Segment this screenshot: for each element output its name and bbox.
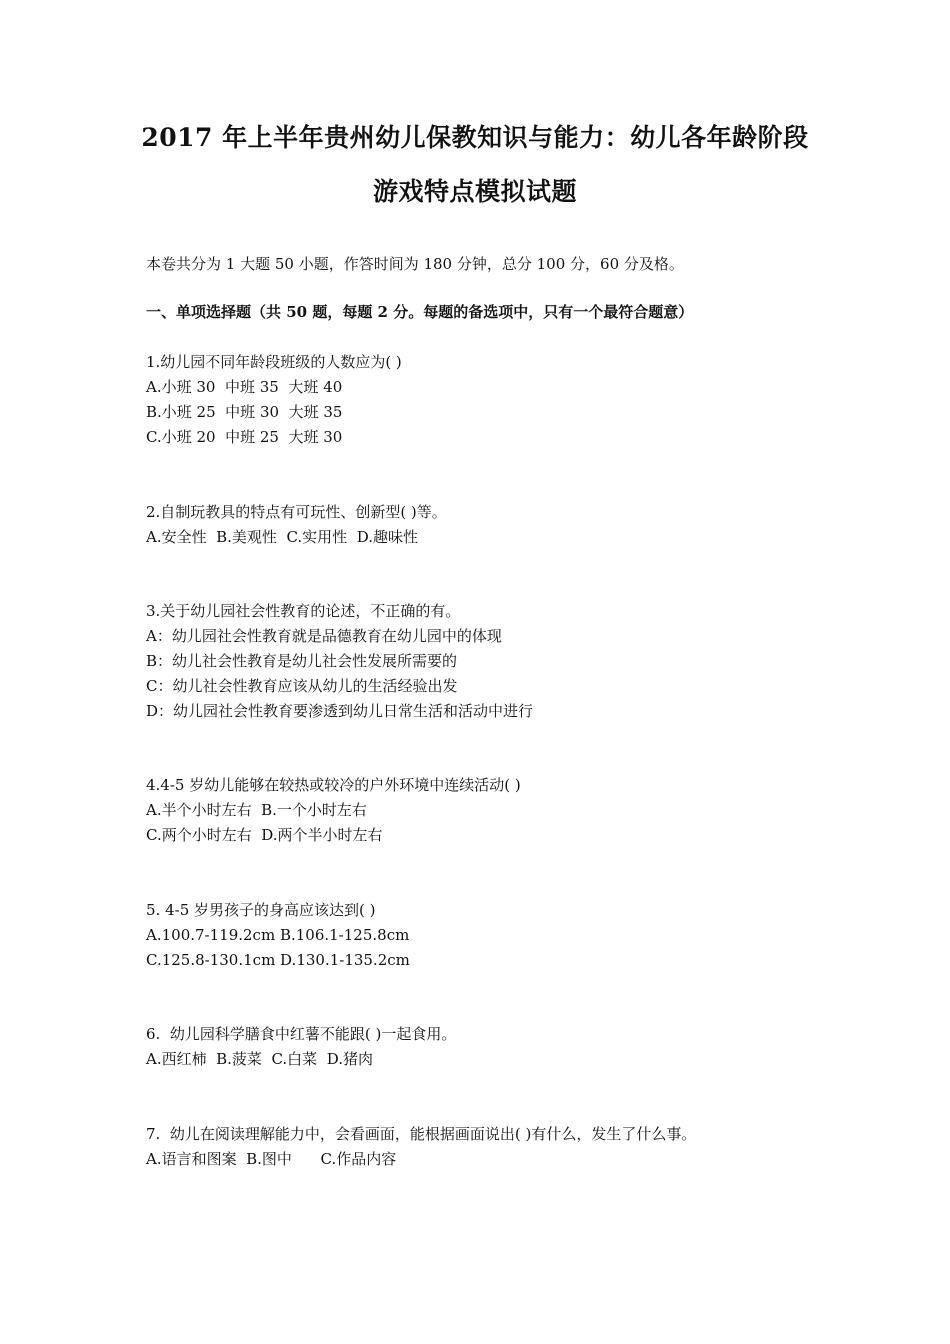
question-3-option-b: B：幼儿社会性教育是幼儿社会性发展所需要的 bbox=[146, 652, 458, 670]
question-1-option-b: B.小班 25 中班 30 大班 35 bbox=[146, 403, 343, 421]
question-5-options-cd: C.125.8-130.1cm D.130.1-135.2cm bbox=[146, 951, 410, 969]
document-title-line-1: 2017 年上半年贵州幼儿保教知识与能力：幼儿各年龄阶段 bbox=[141, 123, 809, 152]
question-6-options: A.西红柿 B.菠菜 C.白菜 D.猪肉 bbox=[146, 1050, 373, 1068]
question-1-option-c: C.小班 20 中班 25 大班 30 bbox=[146, 428, 343, 446]
question-3-option-d: D：幼儿园社会性教育要渗透到幼儿日常生活和活动中进行 bbox=[146, 702, 534, 720]
question-6-stem: 6. 幼儿园科学膳食中红薯不能跟( )一起食用。 bbox=[146, 1025, 457, 1043]
question-1-stem: 1.幼儿园不同年龄段班级的人数应为( ) bbox=[146, 353, 402, 371]
question-2-options: A.安全性 B.美观性 C.实用性 D.趣味性 bbox=[146, 528, 418, 546]
exam-intro: 本卷共分为 1 大题 50 小题，作答时间为 180 分钟，总分 100 分，60 分及格。 bbox=[146, 255, 684, 273]
document-title-line-2: 游戏特点模拟试题 bbox=[372, 177, 577, 206]
question-4-options-cd: C.两个小时左右 D.两个半小时左右 bbox=[146, 826, 383, 844]
question-4-stem: 4.4-5 岁幼儿能够在较热或较冷的户外环境中连续活动( ) bbox=[146, 776, 521, 794]
section-heading: 一、单项选择题（共 50 题，每题 2 分。每题的备选项中，只有一个最符合题意） bbox=[146, 303, 694, 321]
question-7-stem: 7. 幼儿在阅读理解能力中，会看画面，能根据画面说出( )有什么，发生了什么事。 bbox=[146, 1125, 697, 1143]
question-5-options-ab: A.100.7-119.2cm B.106.1-125.8cm bbox=[146, 926, 410, 944]
question-7-options: A.语言和图案 B.图中 C.作品内容 bbox=[146, 1150, 397, 1168]
question-1-option-a: A.小班 30 中班 35 大班 40 bbox=[146, 378, 343, 396]
question-3-stem: 3.关于幼儿园社会性教育的论述，不正确的有。 bbox=[146, 602, 461, 620]
question-3-option-c: C：幼儿社会性教育应该从幼儿的生活经验出发 bbox=[146, 677, 458, 695]
question-2-stem: 2.自制玩教具的特点有可玩性、创新型( )等。 bbox=[146, 503, 447, 521]
question-3-option-a: A：幼儿园社会性教育就是品德教育在幼儿园中的体现 bbox=[146, 627, 502, 645]
question-4-options-ab: A.半个小时左右 B.一个小时左右 bbox=[146, 801, 367, 819]
question-5-stem: 5. 4-5 岁男孩子的身高应该达到( ) bbox=[146, 901, 376, 919]
